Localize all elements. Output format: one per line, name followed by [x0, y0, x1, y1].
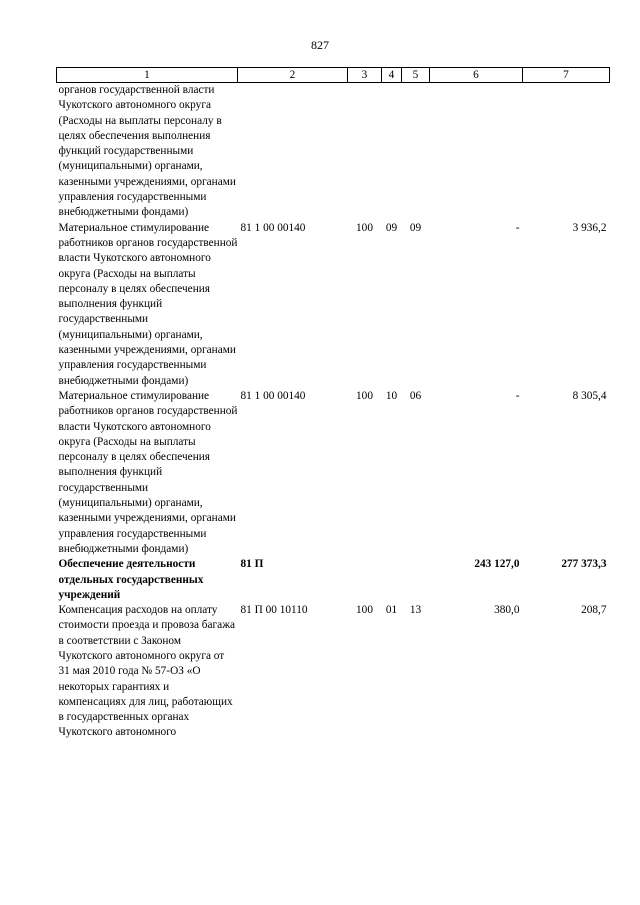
- row-target-code: 81 1 00 00140: [240, 389, 306, 402]
- row-value-2: 277 373,3: [561, 558, 607, 571]
- column-header-5: 5: [402, 68, 430, 83]
- row-subsection: 09: [409, 221, 422, 234]
- column-header-2: 2: [238, 68, 348, 83]
- header-row: [57, 68, 610, 83]
- row-name: Компенсация расходов на оплату стоимости проезда и провоза багажа в соответствии с Законом Чукотского автономного округа от 31 мая 2010 года № 57-ОЗ «О некоторых гарантиях и компенсациях для лиц, работающих в государственных органах Чукотского автономного: [58, 604, 236, 739]
- row-value-1: [430, 83, 523, 221]
- budget-table: [56, 67, 610, 741]
- row-value-1: -: [515, 389, 520, 402]
- row-target-code: [238, 83, 348, 221]
- row-expense-type: 100: [356, 389, 373, 402]
- row-target-code: 81 1 00 00140: [240, 221, 306, 234]
- row-value-2: [523, 83, 610, 221]
- row-value-1: -: [515, 221, 520, 234]
- table-row: [57, 603, 610, 741]
- row-value-1: 380,0: [494, 604, 520, 617]
- column-header-1: 1: [57, 68, 238, 83]
- row-subsection: [402, 83, 430, 221]
- row-name: Материальное стимулирование работников органов государственной власти Чукотского автономного округа (Расходы на выплаты персоналу в целях обеспечения выполнения функций государственными (муниципальными) органами, казенными учреждениями, органами управления государственными внебюджетными фондами): [58, 389, 238, 555]
- row-section: 09: [385, 221, 398, 234]
- table-row-section-total: [57, 557, 610, 603]
- page-number: 827: [311, 38, 329, 52]
- row-name: органов государственной власти Чукотского автономного округа (Расходы на выплаты персоналу в целях обеспечения выполнения функций государственными (муниципальными) органами, казенными учреждениями, органами управления государственными внебюджетными фондами): [58, 84, 236, 219]
- row-section: [382, 83, 402, 221]
- column-header-4: 4: [382, 68, 402, 83]
- row-section: 01: [385, 604, 398, 617]
- row-expense-type: 100: [356, 604, 373, 617]
- column-header-3: 3: [348, 68, 382, 83]
- row-expense-type: [348, 83, 382, 221]
- table-row: [57, 221, 610, 389]
- row-target-code: 81 П 00 10110: [240, 604, 308, 617]
- row-value-1: 243 127,0: [474, 558, 520, 571]
- row-expense-type: 100: [356, 221, 373, 234]
- table-row: [57, 83, 610, 221]
- table-row: [57, 389, 610, 557]
- row-value-2: 208,7: [581, 604, 607, 617]
- row-subsection: [402, 557, 430, 603]
- row-name: Материальное стимулирование работников органов государственной власти Чукотского автономного округа (Расходы на выплаты персоналу в целях обеспечения выполнения функций государственными (муниципальными) органами, казенными учреждениями, органами управления государственными внебюджетными фондами): [58, 221, 238, 387]
- row-value-2: 3 936,2: [572, 221, 607, 234]
- row-subsection: 13: [409, 604, 422, 617]
- row-name: Обеспечение деятельности отдельных государственных учреждений: [58, 558, 204, 601]
- row-subsection: 06: [409, 389, 422, 402]
- row-target-code: 81 П: [240, 558, 264, 571]
- column-header-7: 7: [523, 68, 610, 83]
- row-section: [382, 557, 402, 603]
- row-section: 10: [385, 389, 398, 402]
- row-value-2: 8 305,4: [572, 389, 607, 402]
- column-header-6: 6: [430, 68, 523, 83]
- row-expense-type: [348, 557, 382, 603]
